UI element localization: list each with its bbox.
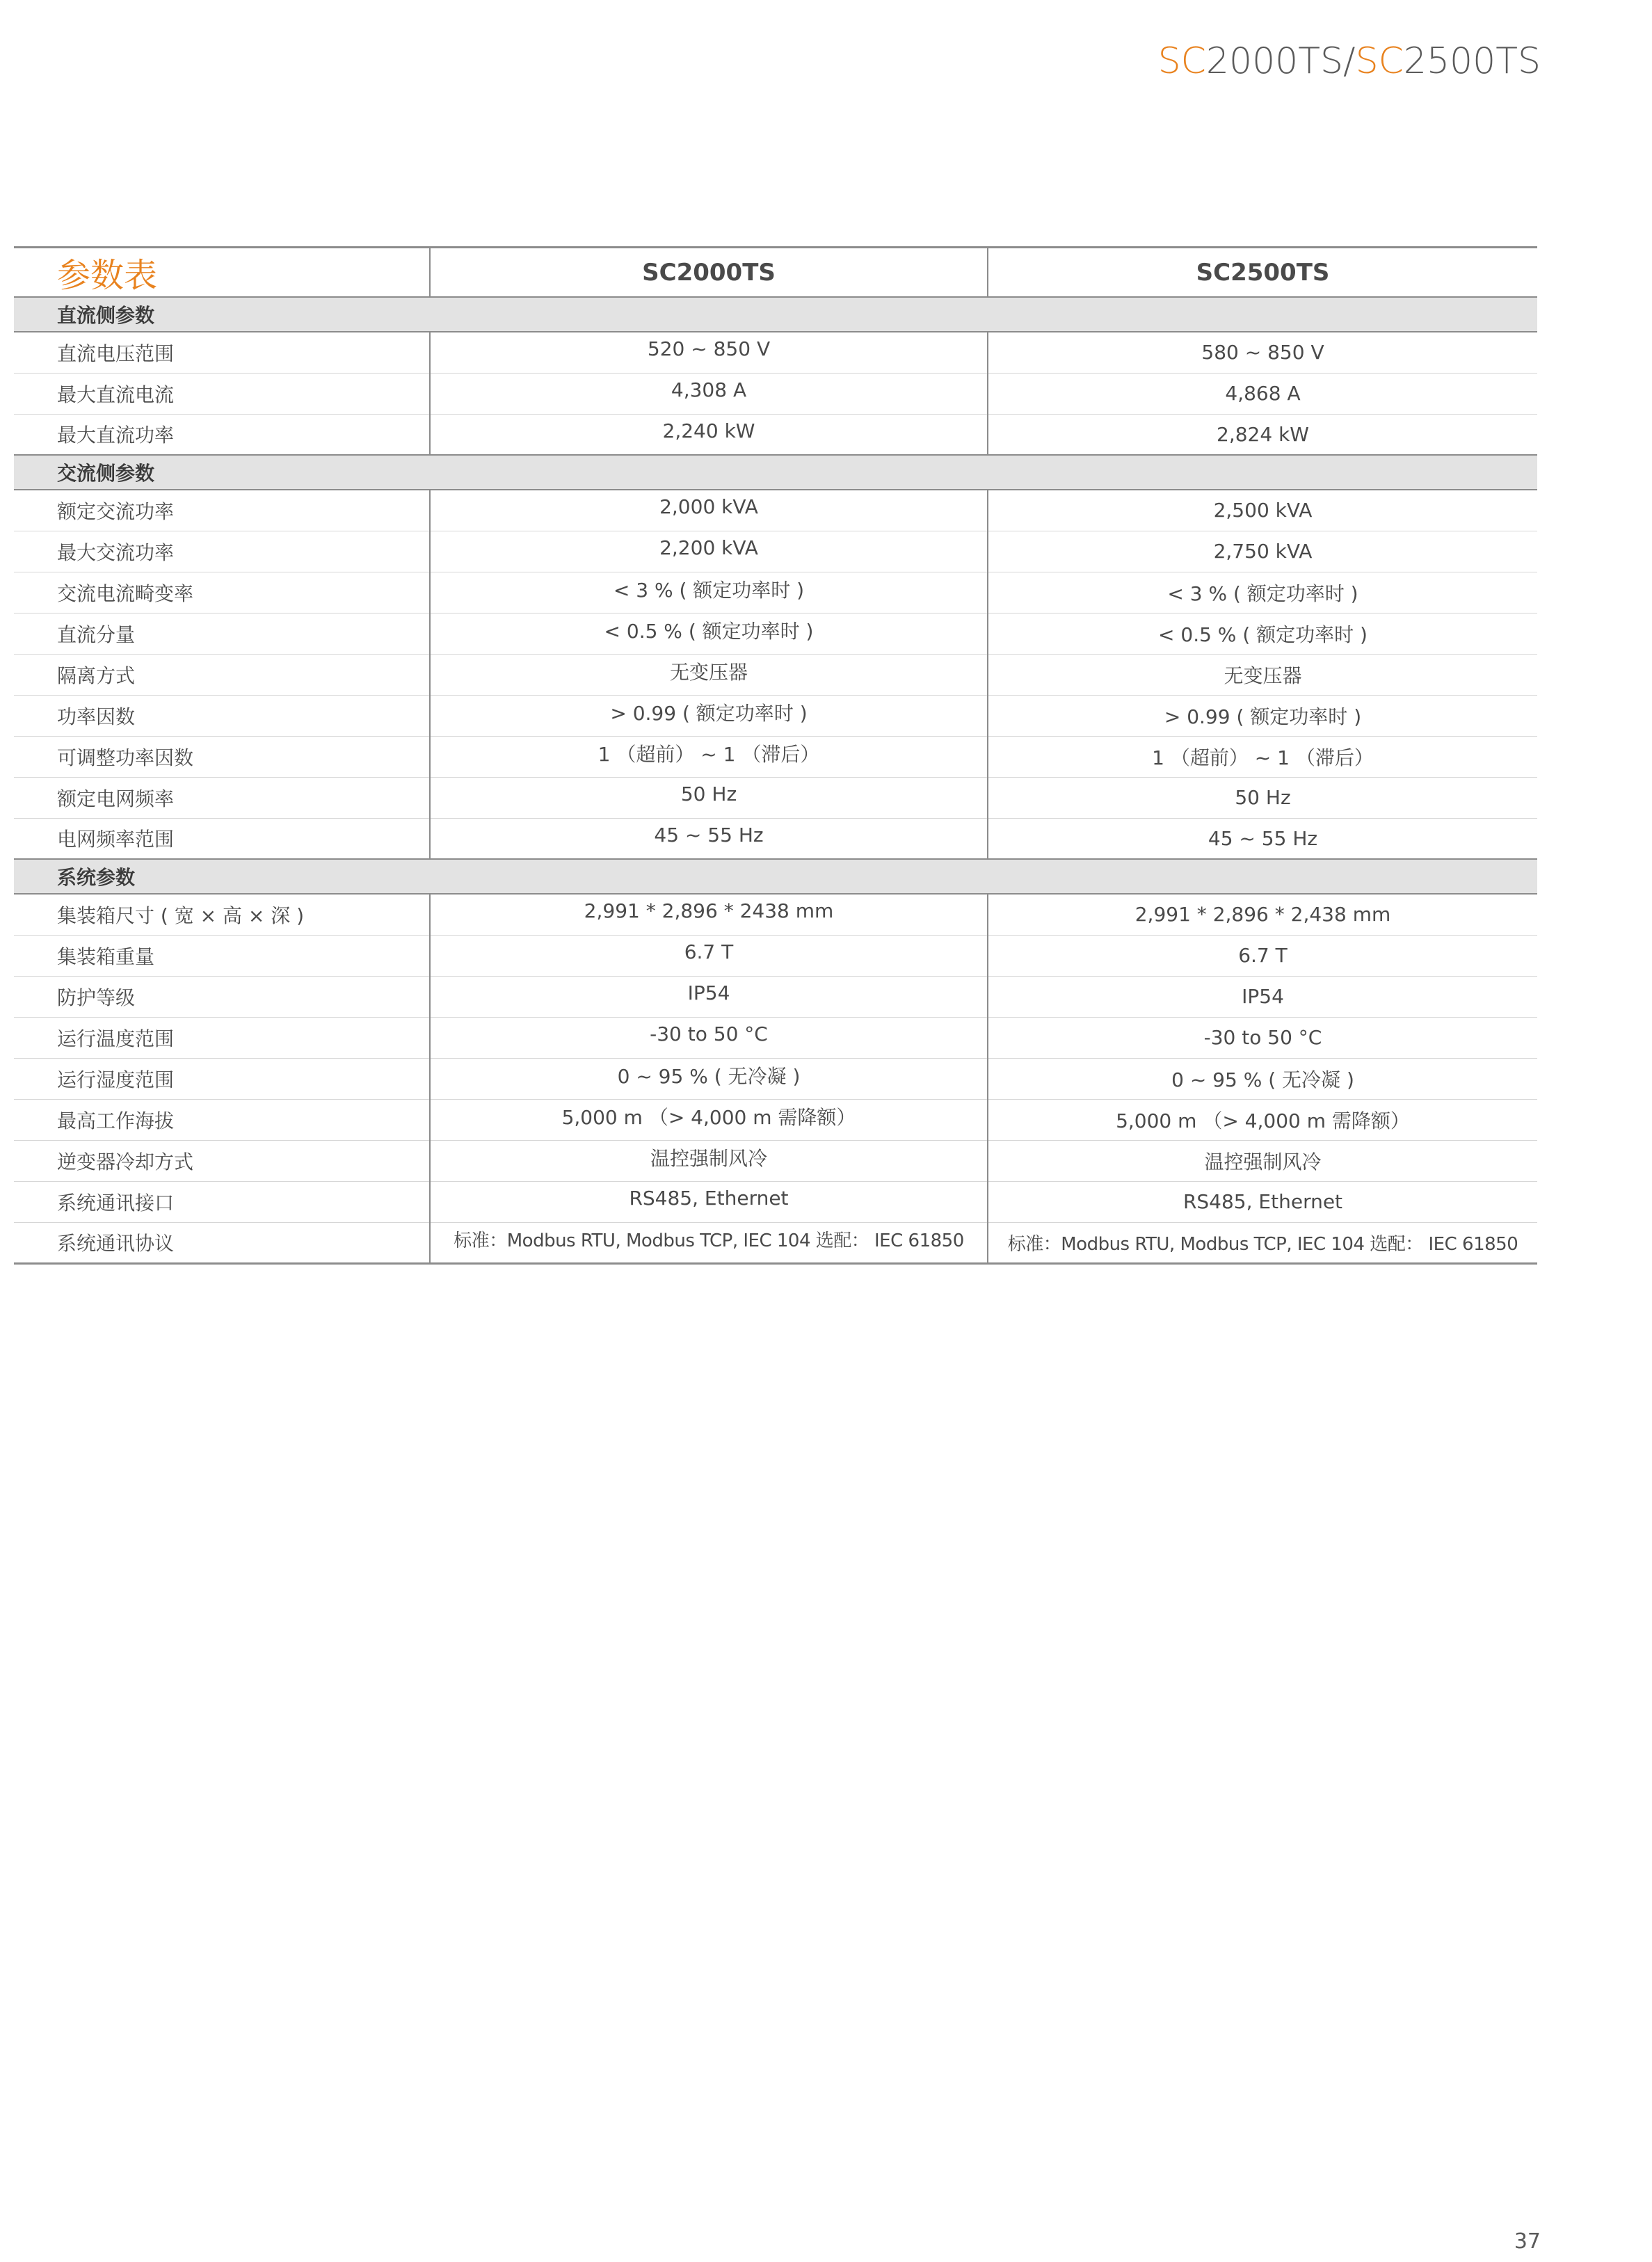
sc2500ts-value — [988, 654, 1537, 695]
cell-text: > 0.99 ( 额定功率时 ) — [1164, 705, 1362, 728]
table-row — [14, 1099, 1537, 1140]
row-label: 集装箱重量 — [14, 935, 430, 976]
row-label: 额定电网频率 — [14, 777, 430, 818]
sc2000ts-value — [430, 976, 988, 1017]
table-row — [14, 976, 1537, 1017]
sc2500ts-value — [988, 777, 1537, 818]
row-label: 最大直流电流 — [14, 373, 430, 414]
cell-text: < 3 % ( 额定功率时 ) — [613, 578, 805, 602]
sc2000ts-value — [430, 490, 988, 531]
sc2500ts-value — [988, 414, 1537, 455]
row-label: 电网频率范围 — [14, 818, 430, 859]
row-label: 可调整功率因数 — [14, 736, 430, 777]
sc2500ts-value — [988, 1222, 1537, 1263]
row-label: 集装箱尺寸 ( 宽 × 高 × 深 ) — [14, 894, 430, 935]
page-number: 37 — [1514, 2229, 1541, 2254]
row-label: 最大交流功率 — [14, 531, 430, 572]
column-header-sc2000ts: SC2000TS — [430, 248, 988, 298]
row-label: 直流电压范围 — [14, 332, 430, 373]
table-row — [14, 736, 1537, 777]
spec-table — [14, 246, 1537, 1265]
cell-text: 50 Hz — [680, 783, 737, 805]
cell-text: 标准：Modbus RTU, Modbus TCP, IEC 104 选配： IEC 61850 — [454, 1230, 964, 1251]
table-row — [14, 1222, 1537, 1263]
sc2000ts-value — [430, 332, 988, 373]
sc2000ts-value — [430, 414, 988, 455]
table-row — [14, 1058, 1537, 1099]
row-label: 防护等级 — [14, 976, 430, 1017]
sc2000ts-value — [430, 373, 988, 414]
cell-text: 4,868 A — [1225, 382, 1301, 405]
table-row — [14, 1181, 1537, 1222]
section-title: 交流侧参数 — [14, 455, 1537, 490]
row-label: 功率因数 — [14, 695, 430, 736]
row-label: 最高工作海拔 — [14, 1099, 430, 1140]
cell-text: < 0.5 % ( 额定功率时 ) — [1158, 623, 1368, 646]
cell-text: 50 Hz — [1235, 786, 1291, 809]
column-header-sc2500ts: SC2500TS — [988, 248, 1537, 298]
row-label: 系统通讯协议 — [14, 1222, 430, 1263]
sc2000ts-value — [430, 695, 988, 736]
cell-text: < 3 % ( 额定功率时 ) — [1167, 581, 1358, 605]
table-row — [14, 935, 1537, 976]
sc2500ts-value — [988, 1181, 1537, 1222]
sc2000ts-value — [430, 1181, 988, 1222]
sc2500ts-value — [988, 894, 1537, 935]
cell-text: 2,991 * 2,896 * 2438 mm — [584, 899, 834, 923]
cell-text: 0 ~ 95 % ( 无冷凝 ) — [617, 1064, 801, 1088]
sc2500ts-value — [988, 1017, 1537, 1058]
sc2000ts-value — [430, 736, 988, 777]
table-row — [14, 894, 1537, 935]
sc2000ts-value — [430, 894, 988, 935]
table-row — [14, 695, 1537, 736]
table-row — [14, 1017, 1537, 1058]
sc2500ts-value — [988, 332, 1537, 373]
sc2000ts-value — [430, 1222, 988, 1263]
title-model-2: 2500TS — [1403, 40, 1541, 82]
section-header-row — [14, 297, 1537, 332]
sc2500ts-value — [988, 976, 1537, 1017]
table-row — [14, 654, 1537, 695]
cell-text: 温控强制风冷 — [650, 1146, 767, 1170]
cell-text: 2,824 kW — [1217, 422, 1309, 446]
row-label: 运行温度范围 — [14, 1017, 430, 1058]
table-row — [14, 531, 1537, 572]
cell-text: 2,000 kVA — [659, 495, 758, 519]
cell-text: 1 （超前） ~ 1 （滞后） — [598, 742, 820, 766]
table-row — [14, 373, 1537, 414]
cell-text: 6.7 T — [1238, 944, 1288, 967]
cell-text: IP54 — [687, 981, 730, 1004]
sc2000ts-value — [430, 531, 988, 572]
table-row — [14, 1140, 1537, 1181]
table-row — [14, 613, 1537, 654]
cell-text: RS485, Ethernet — [1182, 1190, 1343, 1213]
table-header-row — [14, 248, 1537, 298]
section-title: 直流侧参数 — [14, 297, 1537, 332]
sc2000ts-value — [430, 1099, 988, 1140]
sc2500ts-value — [988, 935, 1537, 976]
cell-text: -30 to 50 °C — [1203, 1026, 1322, 1049]
cell-text: 5,000 m （> 4,000 m 需降额） — [561, 1105, 856, 1129]
sc2500ts-value — [988, 1140, 1537, 1181]
cell-text: 2,500 kVA — [1213, 499, 1313, 522]
sc2500ts-value — [988, 490, 1537, 531]
cell-text: 2,750 kVA — [1213, 540, 1313, 563]
cell-text: -30 to 50 °C — [650, 1022, 768, 1045]
table-body — [14, 297, 1537, 1263]
cell-text: 45 ~ 55 Hz — [654, 823, 764, 847]
cell-text: 2,200 kVA — [659, 536, 758, 559]
cell-text: RS485, Ethernet — [629, 1187, 789, 1210]
cell-text: 无变压器 — [1224, 664, 1302, 687]
row-label: 逆变器冷却方式 — [14, 1140, 430, 1181]
cell-text: 45 ~ 55 Hz — [1208, 826, 1318, 850]
row-label: 交流电流畸变率 — [14, 572, 430, 613]
sc2000ts-value — [430, 1017, 988, 1058]
cell-text: 5,000 m （> 4,000 m 需降额） — [1116, 1109, 1410, 1132]
section-header-row — [14, 455, 1537, 490]
sc2000ts-value — [430, 818, 988, 859]
cell-text: 0 ~ 95 % ( 无冷凝 ) — [1171, 1068, 1354, 1091]
cell-text: 温控强制风冷 — [1204, 1150, 1322, 1173]
row-label: 运行湿度范围 — [14, 1058, 430, 1099]
cell-text: 580 ~ 850 V — [1201, 341, 1324, 364]
row-label: 隔离方式 — [14, 654, 430, 695]
cell-text: > 0.99 ( 额定功率时 ) — [610, 701, 808, 725]
table-row — [14, 332, 1537, 373]
row-label: 额定交流功率 — [14, 490, 430, 531]
title-accent-2: SC — [1355, 40, 1404, 82]
sc2000ts-value — [430, 935, 988, 976]
page-title — [1158, 40, 1541, 82]
sc2500ts-value — [988, 818, 1537, 859]
cell-text: < 0.5 % ( 额定功率时 ) — [604, 619, 814, 643]
cell-text: 1 （超前） ~ 1 （滞后） — [1152, 746, 1374, 769]
table-row — [14, 414, 1537, 455]
table-title: 参数表 — [14, 248, 430, 298]
table-row — [14, 490, 1537, 531]
section-title: 系统参数 — [14, 859, 1537, 894]
cell-text: 4,308 A — [671, 378, 747, 401]
sc2500ts-value — [988, 373, 1537, 414]
table-row — [14, 572, 1537, 613]
cell-text: 6.7 T — [684, 940, 734, 963]
table-row — [14, 818, 1537, 859]
sc2000ts-value — [430, 1140, 988, 1181]
sc2000ts-value — [430, 613, 988, 654]
sc2500ts-value — [988, 695, 1537, 736]
sc2000ts-value — [430, 654, 988, 695]
title-model-1: 2000TS/ — [1205, 40, 1356, 82]
sc2000ts-value — [430, 777, 988, 818]
cell-text: 2,240 kW — [662, 419, 755, 442]
row-label: 最大直流功率 — [14, 414, 430, 455]
sc2000ts-value — [430, 1058, 988, 1099]
section-header-row — [14, 859, 1537, 894]
cell-text: 2,991 * 2,896 * 2,438 mm — [1134, 903, 1391, 927]
table-row — [14, 777, 1537, 818]
sc2500ts-value — [988, 1058, 1537, 1099]
cell-text: 520 ~ 850 V — [647, 337, 771, 361]
cell-text: IP54 — [1242, 985, 1284, 1008]
row-label: 系统通讯接口 — [14, 1181, 430, 1222]
sc2500ts-value — [988, 1099, 1537, 1140]
cell-text: 无变压器 — [669, 660, 748, 684]
sc2500ts-value — [988, 613, 1537, 654]
cell-text: 标准：Modbus RTU, Modbus TCP, IEC 104 选配： IEC 61850 — [1007, 1233, 1518, 1255]
sc2500ts-value — [988, 572, 1537, 613]
sc2500ts-value — [988, 736, 1537, 777]
sc2500ts-value — [988, 531, 1537, 572]
title-accent-1: SC — [1157, 40, 1206, 82]
sc2000ts-value — [430, 572, 988, 613]
row-label: 直流分量 — [14, 613, 430, 654]
